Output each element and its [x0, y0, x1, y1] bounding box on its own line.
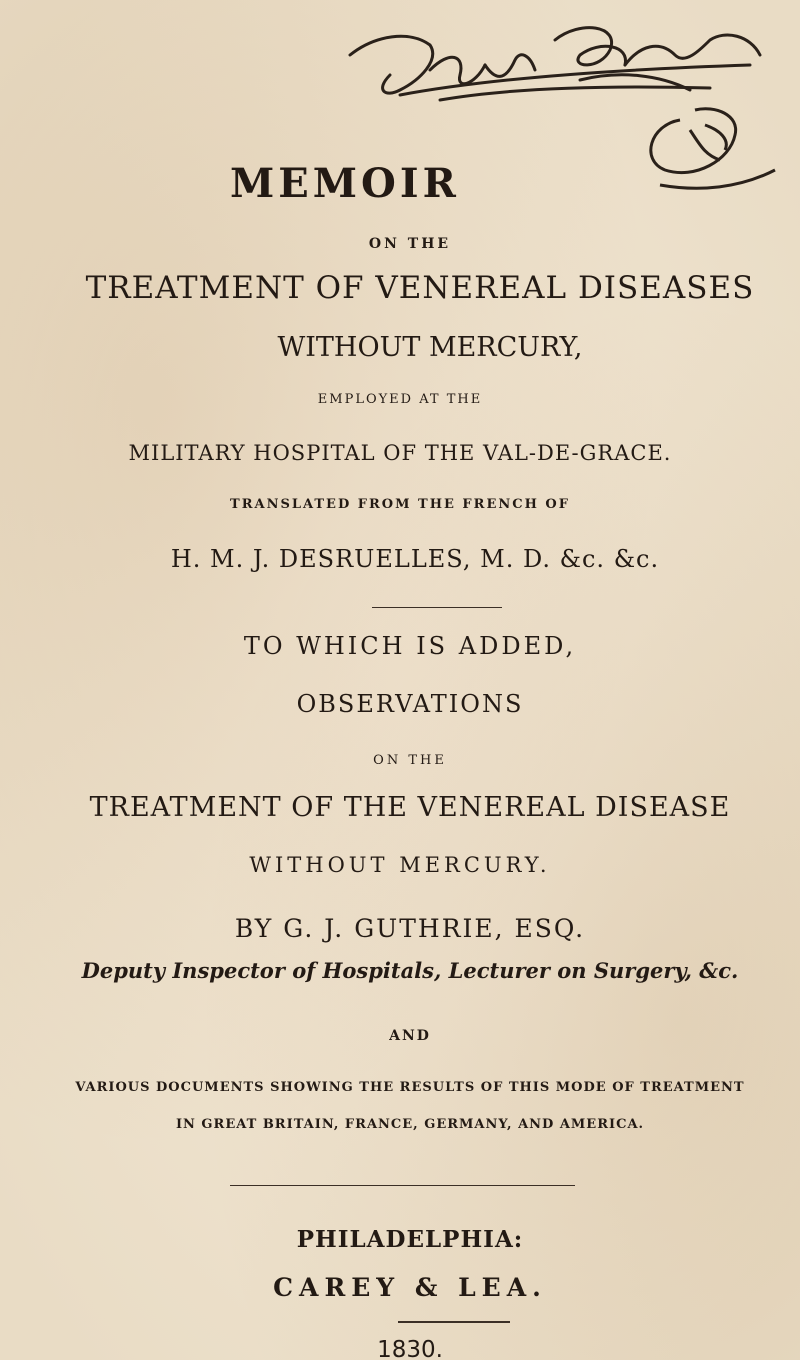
on-the-label: ON THE — [368, 236, 452, 252]
employed-label: EMPLOYED AT THE — [317, 392, 483, 407]
publisher-name: CAREY & LEA. — [273, 1273, 547, 1302]
publication-city: PHILADELPHIA: — [296, 1226, 524, 1253]
byline: BY G. J. GUTHRIE, ESQ. — [234, 914, 586, 943]
to-which-is-added: TO WHICH IS ADDED, — [243, 632, 577, 660]
and-label: AND — [389, 1028, 431, 1044]
countries-line: IN GREAT BRITAIN, FRANCE, GERMANY, AND AMERICA. — [175, 1117, 645, 1132]
divider-rule-3 — [398, 1321, 510, 1323]
on-the-label-2: ON THE — [373, 753, 447, 768]
author-name: H. M. J. DESRUELLES, M. D. &c. &c. — [170, 545, 660, 573]
title: MEMOIR — [230, 160, 460, 207]
author-credentials: Deputy Inspector of Hospitals, Lecturer on Surgery, &c. — [81, 958, 739, 983]
subject-heading: TREATMENT OF VENEREAL DISEASES — [85, 270, 755, 306]
publication-year: 1830. — [377, 1337, 443, 1360]
without-mercury-line: WITHOUT MERCURY, — [277, 332, 583, 363]
translated-from-label: TRANSLATED FROM THE FRENCH OF — [230, 497, 570, 512]
without-mercury-line-2: WITHOUT MERCURY. — [249, 853, 551, 877]
various-documents-line: VARIOUS DOCUMENTS SHOWING THE RESULTS OF THIS MODE OF TREATMENT — [75, 1080, 745, 1095]
divider-rule-2 — [230, 1185, 575, 1186]
subject-heading-2: TREATMENT OF THE VENEREAL DISEASE — [89, 792, 731, 823]
hospital-name: MILITARY HOSPITAL OF THE VAL-DE-GRACE. — [128, 441, 672, 465]
observations-heading: OBSERVATIONS — [296, 690, 524, 718]
divider-rule — [372, 607, 502, 608]
